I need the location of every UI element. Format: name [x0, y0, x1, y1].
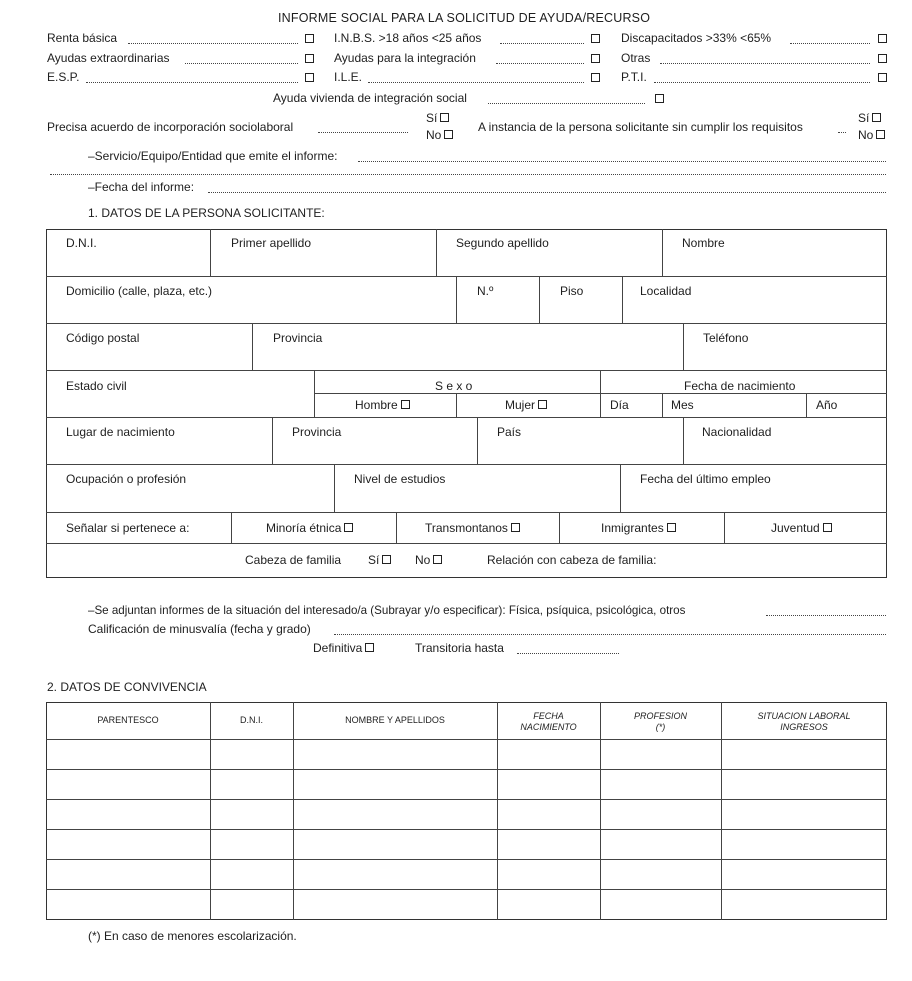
checkbox-mujer[interactable] — [538, 400, 547, 409]
header-dni: D.N.I. — [239, 715, 263, 725]
header-fecha-nacimiento: FECHA NACIMIENTO — [520, 711, 577, 732]
checkbox-precisa-no[interactable] — [444, 130, 453, 139]
field-codigo-postal[interactable]: Código postal — [66, 331, 140, 345]
grupo-minoria[interactable]: Minoría étnica — [266, 521, 353, 535]
checkbox-instancia-si[interactable] — [872, 113, 881, 122]
a-instancia-label: A instancia de la persona solicitante sin cumplir los requisitos — [478, 120, 803, 134]
precisa-acuerdo-label: Precisa acuerdo de incorporación sociolaboral — [47, 120, 294, 134]
field-dni[interactable]: D.N.I. — [66, 236, 97, 250]
option-ayudas-extraordinarias[interactable]: Ayudas extraordinarias — [47, 51, 170, 65]
field-lugar-nacimiento[interactable]: Lugar de nacimiento — [66, 425, 175, 439]
option-ayuda-vivienda[interactable]: Ayuda vivienda de integración social — [273, 91, 467, 105]
field-dia[interactable]: Día — [610, 398, 629, 412]
field-anio[interactable]: Año — [816, 398, 838, 412]
cabeza-familia-label: Cabeza de familia — [245, 553, 342, 567]
field-provincia[interactable]: Provincia — [273, 331, 323, 345]
cabeza-si[interactable]: Sí — [368, 553, 391, 567]
definitiva[interactable]: Definitiva — [313, 641, 374, 655]
header-nombre-apellidos: NOMBRE Y APELLIDOS — [345, 715, 445, 725]
option-inbs[interactable]: I.N.B.S. >18 años <25 años — [334, 31, 482, 45]
option-ile[interactable]: I.L.E. — [334, 70, 363, 84]
adjuntan-label: –Se adjuntan informes de la situación del interesado/a (Subrayar y/o especificar): Física, psíquica, psicológica, otros — [88, 604, 686, 617]
checkbox-pti[interactable] — [878, 73, 887, 82]
section1-title: 1. DATOS DE LA PERSONA SOLICITANTE: — [88, 206, 325, 220]
checkbox-cabeza-no[interactable] — [433, 555, 442, 564]
field-segundo-apellido[interactable]: Segundo apellido — [456, 236, 549, 250]
field-nacionalidad[interactable]: Nacionalidad — [702, 425, 772, 439]
grupo-juventud[interactable]: Juventud — [771, 521, 832, 535]
convivencia-table — [46, 702, 887, 920]
grupo-transmontanos[interactable]: Transmontanos — [425, 521, 520, 535]
field-piso[interactable]: Piso — [560, 284, 584, 298]
field-ocupacion[interactable]: Ocupación o profesión — [66, 472, 187, 486]
option-otras[interactable]: Otras — [621, 51, 651, 65]
field-mes[interactable]: Mes — [671, 398, 694, 412]
fecha-informe-label: –Fecha del informe: — [88, 180, 195, 194]
sexo-mujer[interactable]: Mujer — [505, 398, 547, 412]
field-nivel-estudios[interactable]: Nivel de estudios — [354, 472, 446, 486]
checkbox-inbs[interactable] — [591, 34, 600, 43]
instancia-no[interactable]: No — [858, 128, 885, 142]
option-renta-basica[interactable]: Renta básica — [47, 31, 118, 45]
checkbox-ayudas-integracion[interactable] — [591, 54, 600, 63]
option-discapacitados[interactable]: Discapacitados >33% <65% — [621, 31, 772, 45]
transitoria-label: Transitoria hasta — [415, 641, 504, 655]
fecha-informe-field[interactable] — [208, 192, 886, 193]
section2-title: 2. DATOS DE CONVIVENCIA — [47, 680, 207, 694]
checkbox-definitiva[interactable] — [365, 643, 374, 652]
cabeza-no[interactable]: No — [415, 553, 442, 567]
servicio-field[interactable] — [358, 161, 886, 162]
checkbox-juventud[interactable] — [823, 523, 832, 532]
checkbox-renta-basica[interactable] — [305, 34, 314, 43]
sexo-hombre[interactable]: Hombre — [355, 398, 410, 412]
calificacion-field[interactable] — [334, 634, 886, 635]
checkbox-transmontanos[interactable] — [511, 523, 520, 532]
footnote: (*) En caso de menores escolarización. — [88, 929, 297, 943]
checkbox-inmigrantes[interactable] — [667, 523, 676, 532]
instancia-si[interactable]: Sí — [858, 111, 881, 125]
senalar-label: Señalar si pertenece a: — [66, 521, 190, 535]
field-numero[interactable]: N.º — [477, 284, 494, 298]
checkbox-otras[interactable] — [878, 54, 887, 63]
header-situacion-laboral: SITUACION LABORAL INGRESOS — [757, 711, 851, 732]
checkbox-instancia-no[interactable] — [876, 130, 885, 139]
transitoria-field[interactable] — [517, 653, 619, 654]
checkbox-ayuda-vivienda[interactable] — [655, 94, 664, 103]
relacion-cabeza-familia[interactable]: Relación con cabeza de familia: — [487, 553, 657, 567]
precisa-no[interactable]: No — [426, 128, 453, 142]
checkbox-precisa-si[interactable] — [440, 113, 449, 122]
grupo-inmigrantes[interactable]: Inmigrantes — [601, 521, 676, 535]
checkbox-ile[interactable] — [591, 73, 600, 82]
field-nombre[interactable]: Nombre — [682, 236, 725, 250]
sexo-label: S e x o — [435, 379, 473, 393]
page-title: INFORME SOCIAL PARA LA SOLICITUD DE AYUDA/RECURSO — [278, 11, 651, 25]
checkbox-minoria[interactable] — [344, 523, 353, 532]
option-pti[interactable]: P.T.I. — [621, 70, 647, 84]
option-ayudas-integracion[interactable]: Ayudas para la integración — [334, 51, 476, 65]
calificacion-label: Calificación de minusvalía (fecha y grado) — [88, 622, 311, 636]
field-telefono[interactable]: Teléfono — [703, 331, 749, 345]
checkbox-ayudas-extraordinarias[interactable] — [305, 54, 314, 63]
field-domicilio[interactable]: Domicilio (calle, plaza, etc.) — [66, 284, 213, 298]
field-localidad[interactable]: Localidad — [640, 284, 692, 298]
field-pais[interactable]: País — [497, 425, 522, 439]
fecha-nacimiento-label: Fecha de nacimiento — [684, 379, 796, 393]
checkbox-discapacitados[interactable] — [878, 34, 887, 43]
field-estado-civil[interactable]: Estado civil — [66, 379, 127, 393]
header-parentesco: PARENTESCO — [97, 715, 159, 725]
precisa-si[interactable]: Sí — [426, 111, 449, 125]
header-profesion: PROFESION (*) — [633, 711, 687, 732]
servicio-label: –Servicio/Equipo/Entidad que emite el informe: — [88, 149, 338, 163]
option-esp[interactable]: E.S.P. — [47, 70, 80, 84]
field-provincia-nacimiento[interactable]: Provincia — [292, 425, 342, 439]
adjuntan-field[interactable] — [766, 615, 886, 616]
checkbox-hombre[interactable] — [401, 400, 410, 409]
checkbox-cabeza-si[interactable] — [382, 555, 391, 564]
field-primer-apellido[interactable]: Primer apellido — [231, 236, 312, 250]
field-fecha-ultimo-empleo[interactable]: Fecha del último empleo — [640, 472, 771, 486]
checkbox-esp[interactable] — [305, 73, 314, 82]
